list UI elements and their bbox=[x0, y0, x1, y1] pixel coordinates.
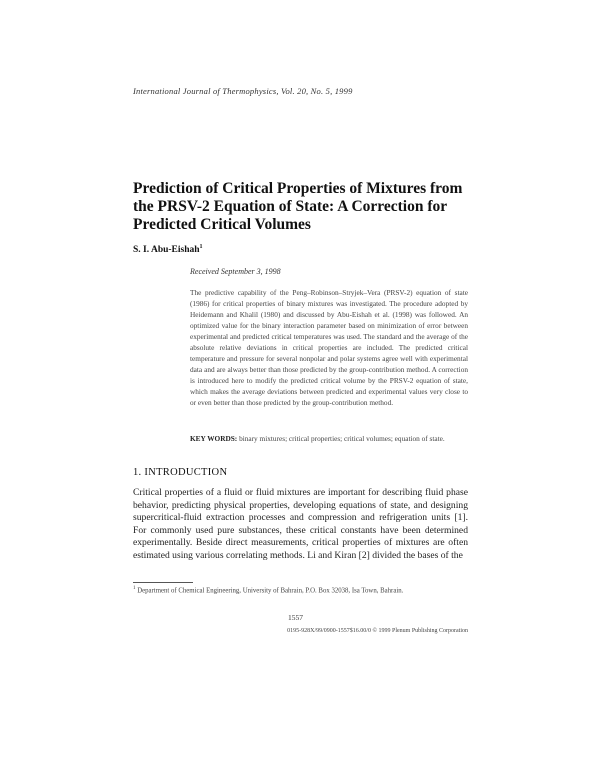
author-affiliation-mark: 1 bbox=[199, 244, 203, 250]
body-paragraph: Critical properties of a fluid or fluid mixtures are important for describing fluid phase behavior, predicting physical properties, developing equations of state, and designing supercritical-fluid extraction processes and compression and refrigeration units [1]. For commonly used pure substances, these critical constants have been determined experimentally. Beside direct measurements, critical properties of mixtures are often estimated using various correlating methods. Li and Kiran [2] divided the bases of the bbox=[133, 487, 468, 561]
keywords bbox=[190, 433, 468, 444]
keywords-label: KEY WORDS: bbox=[190, 434, 238, 443]
footnote-divider bbox=[133, 582, 193, 583]
paper-title: Prediction of Critical Properties of Mixtures from the PRSV-2 Equation of State: A Correction for Predicted Critical Volumes bbox=[133, 180, 463, 233]
section-heading: 1. INTRODUCTION bbox=[133, 467, 228, 478]
received-date: Received September 3, 1998 bbox=[190, 267, 281, 276]
copyright-line: 0195-928X/99/0900-1557$16.00/0 © 1999 Plenum Publishing Corporation bbox=[287, 628, 468, 634]
footnote-text: Department of Chemical Engineering, University of Bahrain, P.O. Box 32038, Isa Town, Bahrain. bbox=[137, 587, 404, 595]
page-number: 1557 bbox=[288, 613, 303, 622]
author-line bbox=[133, 244, 203, 255]
journal-citation: International Journal of Thermophysics, Vol. 20, No. 5, 1999 bbox=[133, 86, 353, 96]
keywords-text: binary mixtures; critical properties; critical volumes; equation of state. bbox=[239, 434, 445, 443]
author-name: S. I. Abu-Eishah bbox=[133, 245, 200, 256]
footnote-mark: 1 bbox=[133, 586, 136, 591]
abstract: The predictive capability of the Peng–Robinson–Stryjek–Vera (PRSV-2) equation of state (1986) for critical properties of binary mixtures was investigated. The procedure adopted by Heidemann and Khalil (1980) and discussed by Abu-Eishah et al. (1998) was followed. An optimized value for the binary interaction parameter based on minimization of error between experimental and predicted critical temperatures was used. The standard and the average of the absolute relative deviations in critical properties are included. The predicted critical temperature and pressure for several nonpolar and polar systems agree well with experimental data and are always better than those predicted by the group-contribution method. A correction is introduced here to modify the predicted critical volume by the PRSV-2 equation of state, which makes the average deviations between predicted and experimental values very close to or even better than those predicted by the group-contribution method. bbox=[190, 288, 468, 407]
footnote bbox=[133, 584, 468, 596]
